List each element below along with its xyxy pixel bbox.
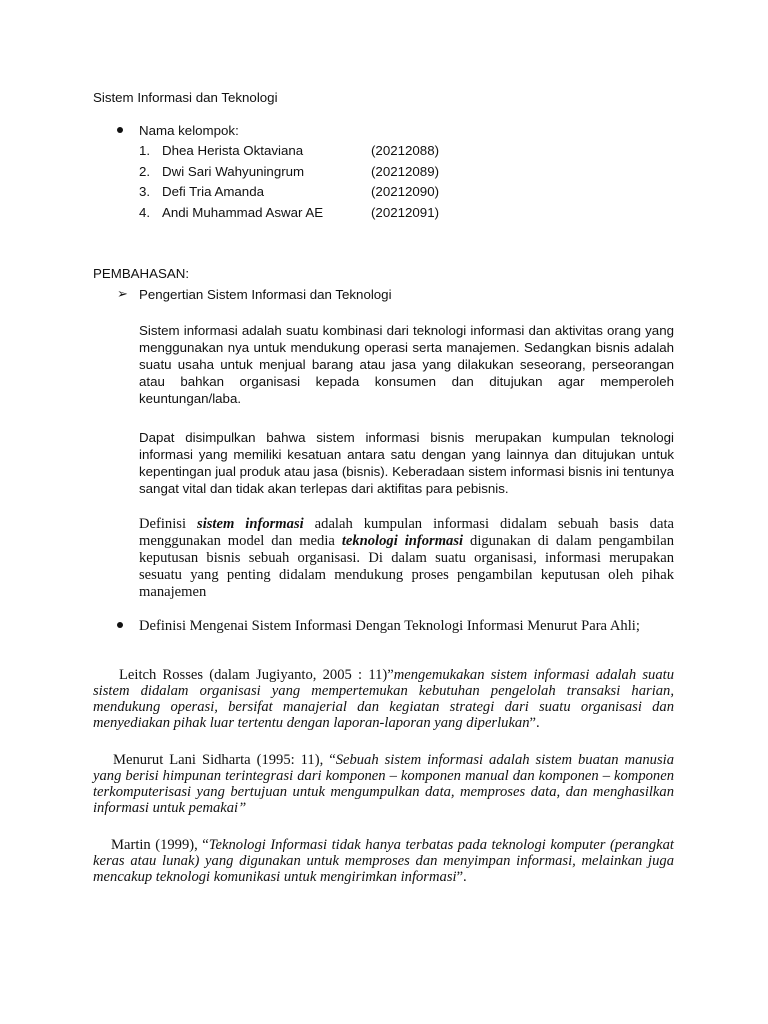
subsection-heading: Pengertian Sistem Informasi dan Teknologi xyxy=(139,287,392,302)
bullet-dot-icon xyxy=(117,622,123,628)
group-label: Nama kelompok: xyxy=(139,123,239,138)
paragraph-text: Dapat disimpulkan bahwa sistem informasi bisnis merupakan kumpulan teknologi informasi yang memiliki kesatuan antara satu dengan yang lainnya dan ditujukan untuk kepentingan jual produk atau jasa (bisnis). Keberadaan sistem informasi bisnis ini tentunya sangat vital dan tidak akan terlepas dari aktifitas para pebisnis. xyxy=(139,430,674,496)
member-nim: (20212089) xyxy=(371,164,440,179)
quote-lead: Martin (1999), “ xyxy=(111,837,209,853)
quote-body: Sebuah sistem informasi adalah sistem buatan manusia yang berisi himpunan terintegrasi dari komponen – komponen manual dan komponen – komponen terkomputerisasi yang bertujuan untuk mengumpulkan data, memproses data, dan menghasilkan informasi untuk pemakai” xyxy=(93,752,674,816)
emphasis-term: teknologi informasi xyxy=(341,533,464,549)
text-run: adalah kumpulan informasi didalam sebuah basis data menggunakan model dan media xyxy=(139,516,674,549)
member-number: 4. xyxy=(139,205,151,220)
quote-paragraph xyxy=(93,667,674,731)
member-name: Dwi Sari Wahyuningrum xyxy=(162,164,305,179)
list-item xyxy=(139,204,459,224)
definitions-bullet: Definisi Mengenai Sistem Informasi Dengan Teknologi Informasi Menurut Para Ahli; xyxy=(139,618,640,634)
bullet-dot-icon xyxy=(117,127,123,133)
text-run: Definisi xyxy=(139,516,198,532)
member-name: Andi Muhammad Aswar AE xyxy=(162,205,324,220)
member-nim: (20212091) xyxy=(371,205,440,220)
quote-body: Teknologi Informasi tidak hanya terbatas pada teknologi komputer (perangkat keras atau lunak) yang digunakan untuk memproses dan menyimpan informasi, melainkan juga mencakup teknologi komunikasi untuk mengirimkan informasi xyxy=(93,837,674,885)
member-number: 2. xyxy=(139,164,151,179)
member-nim: (20212088) xyxy=(371,143,440,158)
member-number: 3. xyxy=(139,184,151,199)
quote-tail: ”. xyxy=(529,715,540,731)
paragraph-text xyxy=(139,516,674,601)
emphasis-term: sistem informasi xyxy=(197,516,304,532)
text-run: digunakan di dalam pengambilan keputusan bisnis sebuah organisasi. Di dalam suatu organisasi, informasi merupakan sesuatu yang penting didalam mendukung proses pengambilan keputusan oleh pihak manajemen xyxy=(139,533,675,600)
member-name: Dhea Herista Oktaviana xyxy=(162,143,304,158)
arrow-bullet-icon: ➢ xyxy=(117,286,128,301)
member-nim: (20212090) xyxy=(371,184,440,199)
quote-body: mengemukakan sistem informasi adalah suatu sistem didalam organisasi yang mempertemukan kebutuhan pengelolah transaksi harian, mendukung operasi, bersifat manajerial dan kegiatan strategi dari suatu organisasi dan menyediakan pihak luar tertentu dengan laporan-laporan yang diperlukan xyxy=(93,667,675,731)
quote-lead: Leitch Rosses (dalam Jugiyanto, 2005 : 11)” xyxy=(119,667,394,683)
paragraph xyxy=(139,429,674,497)
quote-paragraph xyxy=(93,837,674,885)
list-item xyxy=(139,183,459,203)
member-number: 1. xyxy=(139,143,151,158)
document-title: Sistem Informasi dan Teknologi xyxy=(93,90,278,105)
quote-lead: Menurut Lani Sidharta (1995: 11), “ xyxy=(113,752,336,768)
list-item xyxy=(139,163,459,183)
list-item xyxy=(139,142,459,162)
section-heading: PEMBAHASAN: xyxy=(93,266,190,281)
paragraph xyxy=(139,322,674,407)
member-name: Defi Tria Amanda xyxy=(162,184,264,199)
quote-tail: ”. xyxy=(456,869,467,885)
quote-paragraph xyxy=(93,752,674,816)
paragraph-text: Sistem informasi adalah suatu kombinasi dari teknologi informasi dan aktivitas orang yang menggunakan nya untuk mendukung operasi serta manajemen. Sedangkan bisnis adalah suatu usaha untuk menjual barang atau jasa yang dilakukan seseorang, perseorangan atau bahkan organisasi kepada konsumen dan ditujukan agar memperoleh keuntungan/laba. xyxy=(139,323,674,406)
paragraph xyxy=(139,516,674,601)
